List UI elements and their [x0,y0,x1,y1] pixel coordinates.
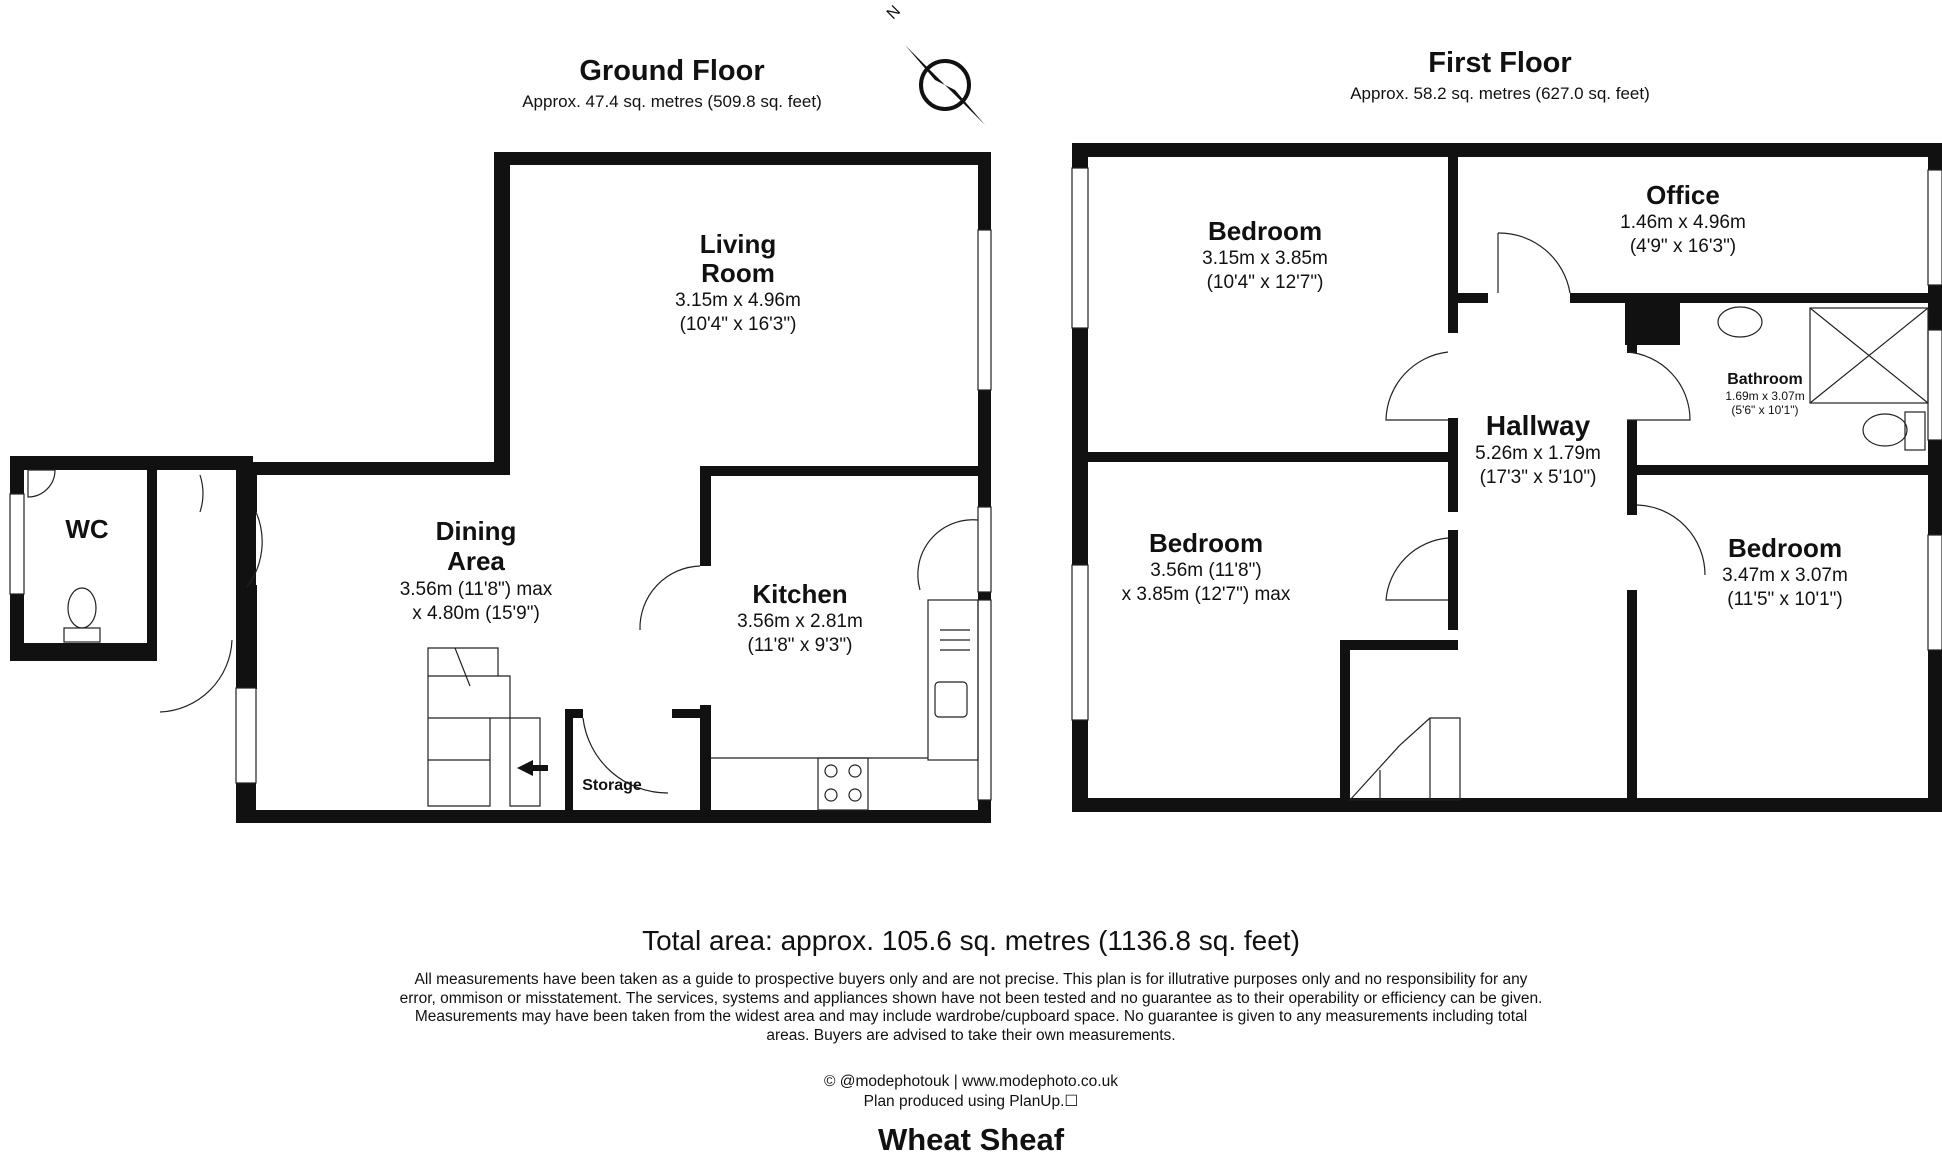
bedroom-1-imperial: (10'4" x 12'7") [1206,272,1324,293]
disclaimer-line: Measurements may have been taken from the widest area and may include wardrobe/cupboard space. No guarantee is given to any measurements including total [414,1008,1528,1025]
bedroom-2-imperial: x 3.85m (12'7") max [1121,584,1291,605]
living-room-name-line1: Living [699,229,777,259]
first-floor-title: First Floor [1428,47,1572,79]
property-name: Wheat Sheaf [877,1122,1065,1157]
bathroom-name: Bathroom [1727,371,1803,388]
bedroom-1-name: Bedroom [1207,216,1323,246]
disclaimer [0,971,1942,1045]
bedroom-3-name: Bedroom [1727,533,1843,563]
wc-name: WC [65,514,109,544]
total-area: Total area: approx. 105.6 sq. metres (1136.8 sq. feet) [642,925,1300,956]
ground-floor-plan [10,152,991,823]
hallway-imperial: (17'3" x 5'10") [1479,467,1597,488]
bathroom-dims: 1.69m x 3.07m [1725,389,1805,403]
office-dims: 1.46m x 4.96m [1620,212,1746,233]
disclaimer-line: areas. Buyers are advised to take their own measurements. [766,1026,1176,1044]
living-room-imperial: (10'4" x 16'3") [679,314,797,335]
hallway-dims: 5.26m x 1.79m [1475,443,1601,464]
ground-floor-title: Ground Floor [579,55,765,87]
living-room-dims: 3.15m x 4.96m [675,290,801,311]
living-room-name-line2: Room [701,258,775,288]
office-name: Office [1646,180,1720,210]
compass-north-label: N [883,2,905,23]
credit-line: © @modephotouk | www.modephoto.co.uk [824,1073,1118,1090]
hallway-name: Hallway [1485,410,1591,441]
dining-area-dims: 3.56m (11'8") max [399,579,553,600]
kitchen-name: Kitchen [752,579,848,609]
ground-floor-area: Approx. 47.4 sq. metres (509.8 sq. feet) [522,92,822,111]
bathroom-imperial: (5'6" x 10'1") [1731,403,1799,417]
dining-area-name-line2: Area [447,546,505,576]
produced-by: Plan produced using PlanUp.☐ [863,1093,1079,1110]
bedroom-2-name: Bedroom [1148,528,1264,558]
bedroom-3-imperial: (11'5" x 10'1") [1727,589,1843,610]
dining-area-name-line1: Dining [435,516,517,546]
bedroom-2-dims: 3.56m (11'8") [1150,560,1262,581]
bedroom-3-dims: 3.47m x 3.07m [1722,565,1848,586]
disclaimer-line: All measurements have been taken as a guide to prospective buyers only and are not precise. This plan is for illutrative purposes only and no responsibility for any [414,971,1528,988]
compass [884,3,985,125]
bedroom-1-dims: 3.15m x 3.85m [1202,248,1328,269]
disclaimer-line: error, ommison or misstatement. The services, systems and appliances shown have not been tested and no guarantee as to their operability or efficiency can be given. [399,989,1543,1007]
storage-name: Storage [582,777,642,794]
kitchen-imperial: (11'8" x 9'3") [747,635,853,656]
dining-area-imperial: x 4.80m (15'9") [412,603,540,624]
kitchen-dims: 3.56m x 2.81m [737,611,863,632]
office-imperial: (4'9" x 16'3") [1629,236,1737,257]
first-floor-area: Approx. 58.2 sq. metres (627.0 sq. feet) [1350,84,1650,103]
